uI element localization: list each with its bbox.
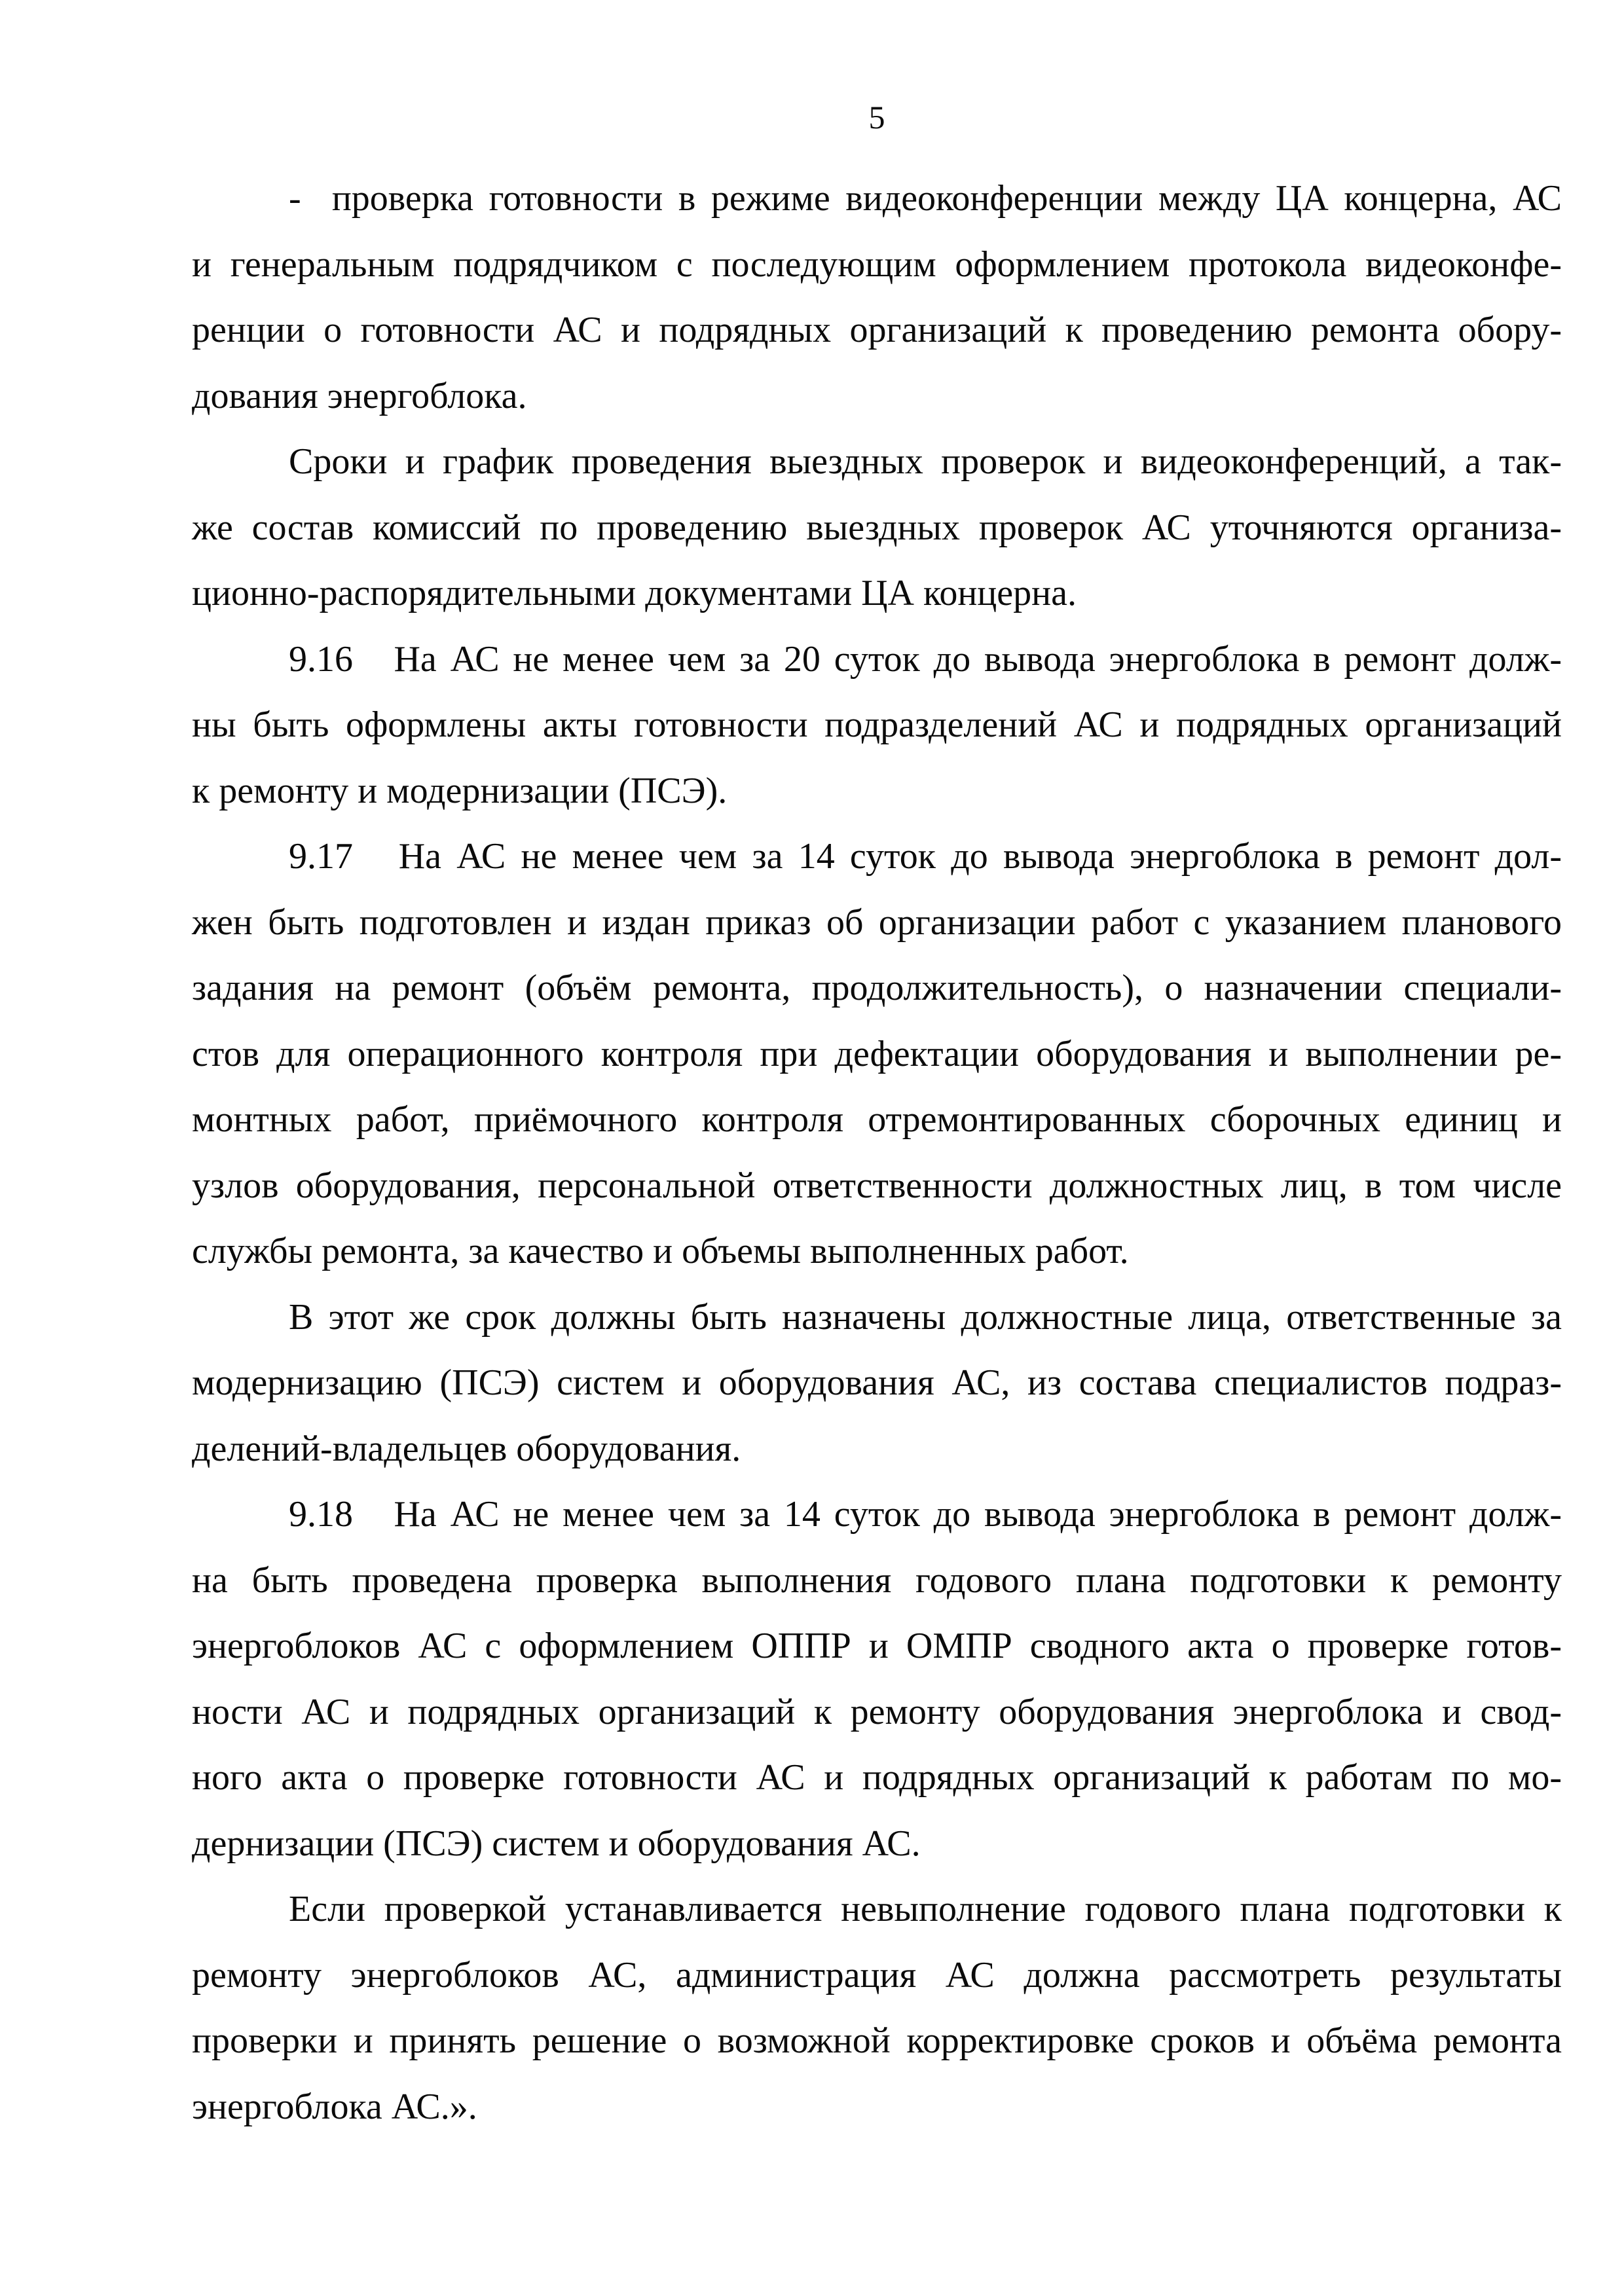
paragraph: [192, 166, 1562, 429]
text-line: Если проверкой устанавливается невыполнение годового плана подготовки к: [289, 1889, 1562, 1929]
text-line: В этот же срок должны быть назначены должностные лица, ответственные за: [289, 1296, 1562, 1338]
text-line: стов для операционного контроля при дефектации оборудования и выполнении ре-: [192, 1033, 1562, 1074]
text-line: ционно-распорядительными документами ЦА концерна.: [192, 573, 1077, 613]
text-line: энергоблока АС.».: [192, 2086, 477, 2127]
text-line: ремонту энергоблоков АС, администрация АС должна рассмотреть результаты: [192, 1954, 1562, 1995]
text-line: ренции о готовности АС и подрядных организаций к проведению ремонта обору-: [192, 310, 1562, 350]
text-line: ны быть оформлены акты готовности подразделений АС и подрядных организаций: [192, 704, 1562, 745]
text-line: ного акта о проверке готовности АС и подрядных организаций к работам по мо-: [192, 1757, 1562, 1798]
text-line: дования энергоблока.: [192, 375, 527, 416]
text-line: энергоблоков АС с оформлением ОППР и ОМПР сводного акта о проверке готов-: [192, 1626, 1562, 1666]
text-line: монтных работ, приёмочного контроля отремонтированных сборочных единиц и: [192, 1099, 1562, 1140]
text-line: же состав комиссий по проведению выездных проверок АС уточняются организа-: [192, 507, 1562, 548]
text-line: делений-владельцев оборудования.: [192, 1428, 741, 1469]
text-line: жен быть подготовлен и издан приказ об организации работ с указанием планового: [192, 902, 1562, 943]
text-line: Сроки и график проведения выездных проверок и видеоконференций, а так-: [289, 441, 1562, 482]
text-line: узлов оборудования, персональной ответственности должностных лиц, в том числе: [192, 1165, 1562, 1206]
paragraph: [192, 1285, 1562, 1482]
text-line: 9.16 На АС не менее чем за 20 суток до вывода энергоблока в ремонт долж-: [289, 638, 1562, 680]
paragraph: [192, 824, 1562, 1285]
text-line: задания на ремонт (объём ремонта, продолжительность), о назначении специали-: [192, 968, 1562, 1008]
text-line: дернизации (ПСЭ) систем и оборудования АС.: [192, 1823, 921, 1864]
text-line: ности АС и подрядных организаций к ремонту оборудования энергоблока и свод-: [192, 1691, 1562, 1732]
text-line: 9.18 На АС не менее чем за 14 суток до вывода энергоблока в ремонт долж-: [289, 1494, 1562, 1535]
page-number: 5: [868, 99, 885, 136]
paragraph: [192, 1482, 1562, 1876]
text-line: 9.17 На АС не менее чем за 14 суток до вывода энергоблока в ремонт дол-: [289, 836, 1562, 877]
text-line: проверки и принять решение о возможной корректировке сроков и объёма ремонта: [192, 2020, 1562, 2061]
paragraph: [192, 1876, 1562, 2140]
text-line: и генеральным подрядчиком с последующим оформлением протокола видеоконфе-: [192, 244, 1562, 285]
text-line: к ремонту и модернизации (ПСЭ).: [192, 770, 728, 811]
text-line: на быть проведена проверка выполнения годового плана подготовки к ремонту: [192, 1559, 1562, 1601]
paragraph: [192, 429, 1562, 627]
text-line: модернизацию (ПСЭ) систем и оборудования АС, из состава специалистов подраз-: [192, 1362, 1562, 1403]
text-line: - проверка готовности в режиме видеоконференции между ЦА концерна, АС: [289, 178, 1562, 219]
text-line: службы ремонта, за качество и объемы выполненных работ.: [192, 1231, 1129, 1271]
paragraph: [192, 627, 1562, 824]
body-text: [192, 166, 1562, 2140]
